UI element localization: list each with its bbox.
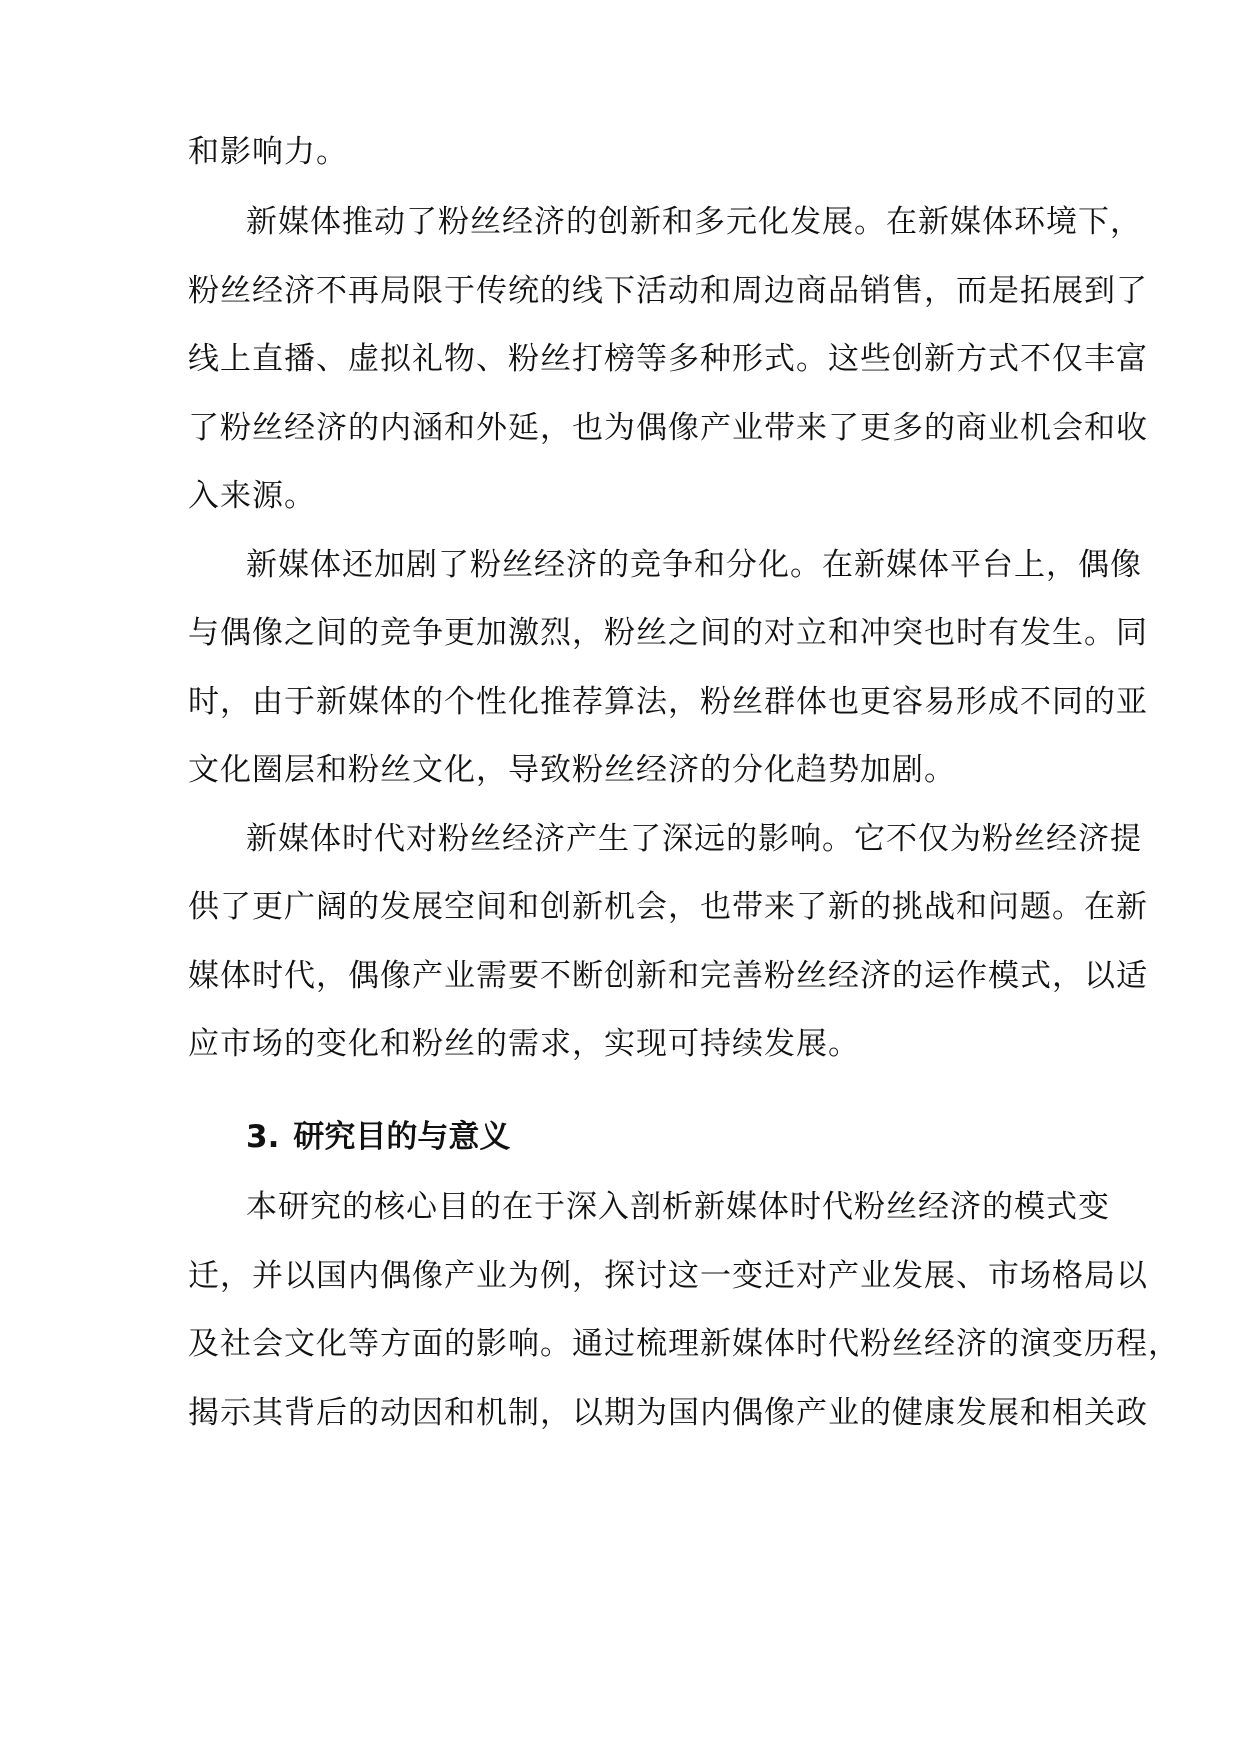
paragraph-2-line-4: 了粉丝经济的内涵和外延，也为偶像产业带来了更多的商业机会和收 [188,410,1148,446]
paragraph-3-line-4: 文化圈层和粉丝文化，导致粉丝经济的分化趋势加剧。 [188,752,956,788]
paragraph-5-line-3: 及社会文化等方面的影响。通过梳理新媒体时代粉丝经济的演变历程， [188,1326,1180,1362]
paragraph-4-line-3: 媒体时代，偶像产业需要不断创新和完善粉丝经济的运作模式，以适 [188,958,1148,994]
paragraph-5-line-2: 迁，并以国内偶像产业为例，探讨这一变迁对产业发展、市场格局以 [188,1258,1148,1294]
section-heading [246,1117,510,1157]
paragraph-1-line-1: 和影响力。 [188,134,348,170]
paragraph-4-line-1: 新媒体时代对粉丝经济产生了深远的影响。它不仅为粉丝经济提 [246,821,1142,857]
paragraph-5-line-4: 揭示其背后的动因和机制，以期为国内偶像产业的健康发展和相关政 [188,1395,1148,1431]
paragraph-4-line-2: 供了更广阔的发展空间和创新机会，也带来了新的挑战和问题。在新 [188,889,1148,925]
paragraph-2-line-2: 粉丝经济不再局限于传统的线下活动和周边商品销售，而是拓展到了 [188,273,1148,309]
paragraph-5-line-1: 本研究的核心目的在于深入剖析新媒体时代粉丝经济的模式变 [246,1189,1110,1225]
paragraph-2-line-1: 新媒体推动了粉丝经济的创新和多元化发展。在新媒体环境下， [246,204,1142,240]
paragraph-2-line-3: 线上直播、虚拟礼物、粉丝打榜等多种形式。这些创新方式不仅丰富 [188,341,1148,377]
section-title: 研究目的与意义 [293,1119,511,1155]
paragraph-2-line-5: 入来源。 [188,478,316,514]
paragraph-4-line-4: 应市场的变化和粉丝的需求，实现可持续发展。 [188,1026,860,1062]
paragraph-3-line-2: 与偶像之间的竞争更加激烈，粉丝之间的对立和冲突也时有发生。同 [188,615,1148,651]
paragraph-3-line-1: 新媒体还加剧了粉丝经济的竞争和分化。在新媒体平台上，偶像 [246,547,1142,583]
paragraph-3-line-3: 时，由于新媒体的个性化推荐算法，粉丝群体也更容易形成不同的亚 [188,684,1148,720]
section-number: 3. [246,1119,280,1155]
